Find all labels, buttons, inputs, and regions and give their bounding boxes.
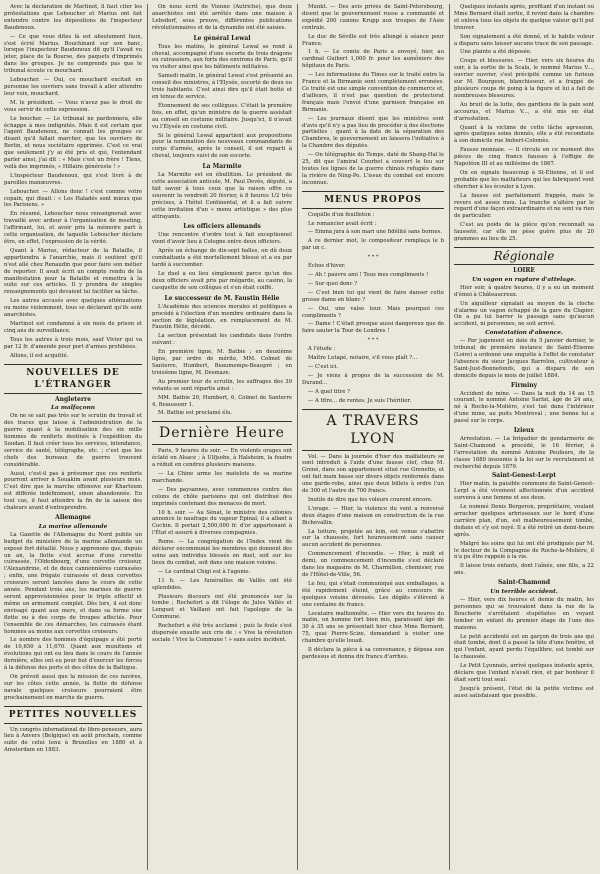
column-rule (147, 4, 148, 870)
paragraph: — A titre... de rentes. Je suis l'héritier. (308, 397, 412, 404)
section-heading: NOUVELLES DE L'ÉTRANGER (4, 364, 142, 394)
separator: * * * (367, 337, 379, 344)
paragraph: — La Chine arme les matelots de sa marine marchande. (152, 471, 292, 484)
paragraph: On en signale beaucoup à St-Étienne, et il est probable que les malfaiteurs qui les fabriquent vont chercher à les écouler à Lyon. (454, 169, 594, 190)
column-1 (4, 4, 142, 870)
paragraph: 10 h. soir. — Au Sénat, le ministre des colonies annonce le naufrage du vapeur Épinal, il a allant à Cochin. Il portait 2,500,000 fr. d'or appartenant à l'État et assuré à diverses compagnies. (152, 509, 292, 537)
article-heading: La marine allemande (38, 523, 108, 530)
paragraph: L'inspecteur Baudenoux, qui s'est livré à de pareilles manœuvres. (4, 172, 142, 186)
paragraph: Accident de mine. — Dans la nuit du 14 au 15 courant, le nommé Antoine Sarfat, âgé de 24 ans, né à Roche-la-Molière, s'est tué dans l'intérieur d'une mine, au puits Montreval ; une benne lui a passé sur le corps. (454, 390, 594, 425)
paragraph: Martinot est condamné à six mois de prison et cinq ans de surveillance. (4, 320, 142, 334)
paragraph: 11 h. — Les funérailles de Vallès ont été splendides. (152, 577, 292, 591)
section-heading: Dernière Heure (152, 421, 292, 445)
paragraph: — C'est bien toi qui vient de faire danser cette grosse dame en blanc ? (302, 289, 444, 303)
paragraph: Hier matin, la paisible commune de Saint-Genest-Lerpt a été vivement affectionnée d'un accident survenu à une femme et ses deux. (454, 481, 594, 502)
paragraph: Une rencontre d'ordre tout à fait exceptionnel vient d'avoir lieu à Cologne entre deux officiers. (152, 232, 292, 246)
paragraph: Rochefort a été très acclamé ; puis la foule s'est dispersée ensuite aux cris de : « Vive la révolution sociale ! Vive la Commune ! » sans autre incident. (152, 623, 292, 643)
paragraph: — Sur quoi donc ? (308, 280, 358, 287)
paragraph: — Hier, vers dix heures et demie du matin, les personnes qui se trouvaient dans la rue de la Boucherie s'arrêtaient stupéfaites en voyant tomber un enfant du premier étage de l'une des maisons. (454, 596, 594, 631)
article-heading: Un vagon en rupture d'attelage. (472, 276, 576, 283)
paragraph: L'orage. — Hier, la violence du vent a renversé deux étages d'une maison en construction de la rue Bichevallin. (302, 505, 444, 526)
paragraph: Quant à la victime de cette lâche agression, après quelques soins donnés, elle a été reconduite à son domicile rue Imbert-Colomès. (454, 124, 594, 145)
paragraph: On ne se sait pas très sur le scrutin du travail et des traces que laisse à l'administration de la guerre quant à la mobilisation des six mille hommes de renforts destinés à l'expédition du Soudan. Il faut créer tous les services, intendance, service de santé, télégraphe, etc. ; c'est que les chefs des bureaux de guerre trouvent considérable. (4, 413, 142, 468)
paragraph: Le nommé Denis Bergeron, propriétaire, voulant arracher quelques arbrisseaux sur le bord d'une carrière plan, d'un, est malheureusement tombé, dedans et s'y est noyé. Il a été retiré un demi-heure après. (454, 504, 594, 538)
paragraph: Inutile de dire que les voleurs courent encore. (308, 496, 433, 503)
column-4 (454, 4, 594, 870)
country-heading: Angleterre (54, 395, 92, 403)
paragraph: Vol. — Dans la journée d'hier des malfaiteurs se sont introduit à l'aide d'une fausse clef, chez M. Grené, dans son appartement situé rue Grenette, et ont fait main basse sur divers objets renfermés dans une garde-robe, ainsi que deux billets à ordre l'un de 300 et l'autre de 700 francs. (302, 453, 444, 495)
town-heading: Firminy (510, 381, 538, 389)
paragraph: La section présentait les candidats dans l'ordre suivant : (152, 333, 292, 347)
paragraph: Le duel a eu lieu simplement parce qu'un des deux officiers avait pris par mégarde, au casino, la casquette de son collègue et s'en était coiffé. (152, 271, 292, 291)
paragraph: Au bruit de la lutte, des gardiens de la paix sont accourus, et Marius V..., a été mis en état d'arrestation. (454, 101, 594, 122)
paragraph: Arrestation. — La brigadier de gendarmerie de Saint-Chamond a procédé, le 16 février, à l'arrestation du nommé Antoine Peufaure, de la classe 1880 insoumis à la loi sur le recrutement et recherché depuis 1879. (454, 435, 594, 470)
paragraph: Le nombre des hommes d'équipage a été porté de 10,650 à 11,670. Quant aux munitions et évolutions qui ont eu lieu dans le cours de l'année dernière, elles ont eu pour but d'exercer les forces à la défense des ports et des côtes de la Baltique. (4, 637, 142, 672)
paragraph: Le boucher. — Le tribunal ne pardonnera, elle échappe à mes indignités. Mais il est certain que l'agent Baudenoux, ne connait les groupes ce disant qu'il fallait marcher, que les ouvriers de Berlin, et nous sociétaire opprimée. C'est ce vrai que seulement j'y ai été pris et qui, l'entendant parler ainsi, j'ai dit : « Mais c'est un frère ! Tiens, voilà des imprimés, « Hillaire généreste ! » (4, 115, 142, 170)
paragraph: 1 h. — Le comte de Paris a envoyé, hier, au cardinal Guibert 1,000 fr. pour les aumôniers des hôpitaux de Paris. (302, 49, 444, 70)
paragraph: Le petit accidenté est un garçon de trois ans qui était tombé, dont il a passé la tête d'une fenêtre, et qui l'enfant, ayant perdu l'équilibre, est tombé sur la chaussée. (454, 633, 594, 661)
paragraph: — Le cardinal Chigi est à l'agonie. (158, 568, 251, 575)
paragraph: Avec la déclaration de Martinot, il faut citer les protestations que Leboucher et Marius ont fait entendre contre les dépositions de l'inspecteur Baudenoux. (4, 4, 142, 31)
paragraph: La Marmite est en ébullition. Le président de cette association anticole, M. Paul Devès, député, a fait savoir à tous ceux que la raison offre ce souvenir la vendredi 20 février, à 8 heures 1/2 très précises, à l'hôtel Continental, et il a fait suivre cette invitation d'un « menu artistique » des plus attrayants. (152, 172, 292, 220)
paragraph: Samedi matin, le général Lewal s'est présenté au conseil des ministres, à l'Élysée, escorté de deux ou trois habitants. C'est ainsi dire qu'il était botté et en tenue de service. (152, 73, 292, 100)
paragraph: Allons, il est acquitté. (10, 352, 69, 359)
section-heading: MENUS PROPOS (302, 191, 444, 209)
paragraph: — Les journaux disent que les ministres sont d'avis qu'il n'y a pas lieu de procéder à des élections partielles : quant à la date de la séparation des Chambres, le gouvernement en laissera l'initiative à la Chambre des députés. (302, 115, 444, 150)
article-heading: Les officiers allemands (183, 223, 261, 231)
paragraph: Le feu, qui s'était communiqué aux emballages, a été rapidement éteint, grâce au concours de quelques voisins dévoués. Les dégâts s'élèvent à une centaine de francs. (302, 580, 444, 608)
region-heading: LOIRE (513, 267, 535, 274)
paragraph: — C'est ici. (308, 363, 339, 370)
paragraph: M. le président. — Vous n'avez pas le droit de vous servir de cette expression. (4, 99, 142, 113)
paragraph: Locataire malhonnête. — Hier vers dix heures du matin, un homme fort bien mis, paraissant âgé de 30 à 35 ans se présentait hier chez Mme Bernard, 75, quai Pierre-Scize, demandant à visiter une chambre qu'elle louait. (302, 610, 444, 645)
section-heading: A TRAVERS LYON (302, 409, 444, 451)
paragraph: — A quel titre ? (308, 388, 350, 395)
paragraph: Une plainte a été déposée. (460, 49, 532, 56)
column-2 (152, 4, 292, 870)
paragraph: M. Batbie est proclamé élu. (158, 410, 233, 417)
paragraph: — Je viens à propos de la succession de M. Durand... (302, 372, 444, 386)
paragraph: L'Académie des sciences morales et politiques a procédé à l'élection d'un membre ordinaire dans la section de législation, en remplacement de M. Faustin Hélie, décédé. (152, 303, 292, 331)
paragraph: Le duc de Séville est très allongé à séance pour France. (302, 33, 444, 47)
paragraph: A ce dernier mot, le compositeur remplaça le b par un c. (302, 238, 444, 252)
paragraph: Rome. — La congrégation de l'Index vient de déclarer excommunié les membres qui donnent des soins aux individus blessés en duel, soit sur les lieux du combat, soit dans une maison voisine. (152, 539, 292, 566)
paragraph: Fausse monnaie. — Il circule en ce moment des pièces de cinq francs fausses à l'effigie de Napoléon III et au millésime de 1867. (454, 147, 594, 168)
paragraph: Quelques instants après, profitant d'un instant où Mme Bernard était sortie, il revint dans la chambre et enleva tous les objets de quelque valeur qu'il put trouver. (454, 4, 594, 31)
paragraph: A l'étude : (308, 346, 336, 353)
paragraph: — Emma jura à son mari une fidélité sans bornes. (308, 229, 442, 236)
paragraph: — Oui, une valse tour. Mais pourquoi ces compliments ? (302, 305, 444, 319)
paragraph: Le Petit Lyonnais, arrivé quelques instants après, déclare que l'enfant n'avait rien, et par bonheur il était sorti tout seul. (454, 663, 594, 683)
article-heading: La Marmite (202, 163, 242, 171)
column-rule (449, 4, 450, 870)
paragraph: Les autres accusés avec quelques atténuations ou moins violemment, tous se déclarant qu'ils sont anarchistes. (4, 298, 142, 319)
paragraph: On prévoit aussi que la mission de ces navires, sur les côtes cette année, la flotte de défense navale quelques croiseurs pourraient être prochainement en marche de guerre. (4, 673, 142, 701)
paragraph: On nous écrit de Vienne (Autriche), que deux anarchistes ont été arrêtés dans une maison à Lebsdorf, sous preuve, différentes publications révolutionnaires et de la dynamite ont été saisies. (152, 4, 292, 31)
paragraph: — Dame ! C'était presque aussi dangereux que de faire sauter la Tour de Londres ! (302, 321, 444, 335)
paragraph: — Ah ! pauvre ami ! Tous mes compliments ! (308, 272, 429, 278)
separator: * * * (367, 254, 379, 261)
column-3 (302, 4, 444, 870)
paragraph: Plusieurs discours ont été prononcés sur la tombe ; Rochefort a dit l'éloge de Jules Vallès et Longuet et Vaillant ont fait l'apologie de la Commune. (152, 593, 292, 621)
article-heading: Un terrible accident. (490, 589, 558, 596)
paragraph: — Des paysannes, avec commences contre des colons de chôle parisiens qui ont distribué des imprimés contenant des menaces de mort. (152, 486, 292, 507)
paragraph: En première ligne, M. Batbie ; en deuxième ligne, par ordre de mérite, MM. Colmet de Santerre, Humbert, Beaumemps-Beaupré ; en troisième ligne, M. Desmaze. (152, 349, 292, 376)
paragraph: Commencement d'incendie. — Hier, à midi et demi, un commencement d'incendie s'est déclaré dans les magasins de M. Charmillon, chemisier, rue de l'Hôtel-de-Ville, 56. (302, 551, 444, 578)
paragraph: Maître Lotapé, notaire, s'il vous plaît ?... (308, 355, 418, 362)
paragraph: Son signalement a été donné, et le habile voleur a disparu sans laisser aucune trace de son passage. (454, 33, 594, 47)
section-heading: PETITES NOUVELLES (4, 706, 142, 724)
paragraph: La toiture, projetée au loin, est venue s'abattre sur la chaussée, fort heureusement sans causer aucun accident de personnes. (302, 528, 444, 549)
paragraph: Jusqu'à présent, l'état de la petite victime est aussi satisfaisant que possible. (454, 685, 594, 699)
town-heading: Saint-Chamond (497, 579, 551, 587)
paragraph: Leboucher. — Allons donc ! c'est comme votre copain, qui disait : « Les Haladés sont mieux que les Parisiens. » (4, 188, 142, 209)
paragraph: Tous les autres à trois mois, sauf Vivier qui va par 12 fr. d'amende pour port d'armes prohibées. (4, 336, 142, 350)
country-heading: Allemagne (55, 514, 91, 521)
paragraph: Il laisse trois enfants, dont l'aînée, une fille, a 22 ans. (454, 563, 594, 577)
paragraph: Il déclara la pièce à sa convenance, y déposa son pardessus et donna dix francs d'arrhes. (302, 647, 444, 660)
paragraph: Si le général Lewal appartient aux propositions pour la nomination des nouveaux commandants de corps d'armée, après le conseil, il est reparti à cheval, toujours suivi de son escorte. (152, 132, 292, 160)
paragraph: Hier soir, à quatre heures, il y a eu un moment d'émoi à Châteaucreux. (454, 284, 594, 298)
paragraph: Munkt. — Des avis privés de Saint-Pétersbourg, disent que le gouvernement russe a commandé et expédié 200 canons Krupp aux troupes de l'Asie centrale. (302, 4, 444, 31)
paragraph: — Les informations du Times sur le traité entre la France et la Birmanie sont complètement erronées. Ce traité est une simple convention de commerce et, d'ailleurs, il n'est pas question de protectorat français mais l'envoi d'une garnison française en Birmanie. (302, 72, 444, 113)
paragraph: MM. Batbie 20, Humbert, 6, Colmet de Santerre 4, Beaussonr 1. (152, 394, 292, 408)
town-heading: Izieux (513, 427, 535, 435)
paragraph: Coups et blessures. — Hier, vers six heures du soir, à la sortie de la Scala, le nommé Marius V..., ouvrier ouvrier, s'est précipité comme un furieux sur M. Bourgeon, blanchisseur, et a frappé de plusieurs coups de poing à la figure et lui a fait de nombreuses blessures. (454, 58, 594, 99)
paragraph: Leboucher. — Oui, ce mouchard excitait en personne les ouvriers sans travail à aller attendre leur voix, mouchard. (4, 77, 142, 97)
article-heading: Le général Lewal (193, 34, 251, 42)
paragraph: La Gazette de l'Allemagne du Nord publie un budget du ministère de la marine allemande un exposé fort détaillé. Nous y apprenons que, depuis un an, la flotte s'est accrue d'une corvette cuirassée, l'Oldenbourg, d'une corvette croiseur, l'Alexandrine, et de deux cannonnières cuirassées ; enfin, une frégate cuirassée et deux corvettes croiseurs seront lancées dans le cours de cette année. Pendant trois ans, les marines de guerre seront approvisionnées pour le triple effectif et même un armement complet. Dès lors, il est donc envisagé quant aux mers, et dans sa forme une flotte ou à des corps de troupes affectés. Pour l'ensemble de ces démarches, les cuirassés étant hommes au moins aux corvettes croiseurs. (4, 531, 142, 635)
paragraph: Étonnement de ses collègues. C'était la première fois, en effet, qu'un ministre de la guerre assistait au conseil en costume militaire. Jusqu'ici, il n'avait vu l'Élysée en costume civil. (152, 102, 292, 130)
paragraph: Quant à Marius, rédacteur de la Bataille, il appartiendra à l'anarchie, mais il soutient qu'il n'est allé chez Renaudin que pour faire son métier de reporter. Il avait écrit un compte rendu de la manifestation pour la Bataille et remettra à la suite sur ces articles. Il y prendra de simples renseignements qui devaient lui faciliter sa tâche. (4, 247, 142, 296)
paragraph: Un congrès international de libre-penseurs, aura lieu à Anvers (Belgique) en août prochain, comme suite de celui tenu à Bruxelles en 1880 et à Amsterdam en 1883. (4, 726, 142, 754)
paragraph: Après un échange de dix-sept balles, on dû deux combattants a été mortellement blessé et a eu par tardé à succomber. (152, 248, 292, 269)
column-rule (297, 4, 298, 870)
paragraph: Échos d'hiver. (308, 263, 346, 270)
paragraph: Malgré les soins qui lui ont été prodigués par M. le docteur de la Compagnie de Roche-la-Molière, il n'a pu être rappelé à la vie. (454, 540, 594, 561)
paragraph: — On télégraphie du Temps, daté de Shang-Haï le 25, dit que l'amiral Courbet a couvert le feu sur toutes les lignes de la guerre chinois refugiés dans la rivière de Ning-Po. L'issue du combat est encore inconnue. (302, 152, 444, 186)
paragraph: — Ce que vous dites là est absolument faux, s'est écrié Marius. Bouchinant sur son banc, lorsque l'inspecteur Baudenoux dit qu'il l'avait vu jeter, place de la Bourse, des paquets d'imprimés dans les groupes. Je ne comprends pas que le tribunal écoute ce mouchard. (4, 33, 142, 75)
paragraph: Un aiguilleur signalait au moyen de la cloche d'alarme un vagon échappé de la gare du Clapier. On a pu lui barrer le passage sans qu'aucun accident, ni personnes, ne soit arrivé. (454, 300, 594, 328)
town-heading: Saint-Genest-Lerpt (491, 472, 557, 480)
section-heading: Régionale (454, 247, 594, 265)
paragraph: — Par jugement en date du 5 janvier dernier, le tribunal de première instance de Saint-Étienne (Loire) a ordonné une enquête à l'effet de constater l'absence du sieur Jacques Barrelon, cultivateur à Saint-Just-Bonnefonds, qui a disparu de son domicile depuis le mois de juillet 1884. (454, 338, 594, 379)
paragraph: Coquille d'un feuilleton : (308, 211, 375, 218)
paragraph: Aussi, c'est-il pas à présumer que ces renforts pourront arriver à Souakim avant plusieurs mois. C'est dire que la marche offensive sur Khartoum est différée indéfiniment, sinon abandonnée. En tout cas, il faut attendre la fin de la saison des chaleurs avant d'entreprendre. (4, 470, 142, 512)
paragraph: Tous les matins, le général Lewal se rend à cheval, accompagné d'une escorte de trois dragons ou cuirassiers, aux forts des environs de Paris, qu'il va visiter ainsi que les bâtiments militaires. (152, 43, 292, 71)
article-heading: Le successeur de M. Faustin Hélie (164, 294, 280, 302)
paragraph: C'est au poids de la pièce qu'on reconnaît sa fausseté, car elle ne pèse guère plus de 20 grammes au lieu de 25. (454, 222, 594, 243)
article-heading: La malfaçonn (50, 405, 96, 412)
paragraph: La fausse est parfaitement frappée, mais le revers est assez mou. La tranche n'altère par le regard d'une façon extraordinaire et ne sont va rien de particulier. (454, 192, 594, 220)
paragraph: Au premier tour de scrutin, les suffrages des 39 votants se sont répartis ainsi : (152, 378, 292, 392)
paragraph: Paris, 9 heures du soir. — En violents orages ont éclaté en Alsace ; à Ulfjsohe, à Halsheim, la foudre a réduit en cendres plusieurs maisons. (152, 448, 292, 469)
paragraph: Le romancier avait écrit : (308, 220, 377, 227)
article-heading: Constatation d'absence. (485, 330, 563, 337)
paragraph: En résumé, Leboucher nous renseignerait avec travaillé avec ardeur à l'organisation de meeting, l'affirmant, lui, et avoir pris la mémoire part à cette organisation, de laquelle Leboucher déclare être, en effet, l'expression de la vérité. (4, 211, 142, 245)
